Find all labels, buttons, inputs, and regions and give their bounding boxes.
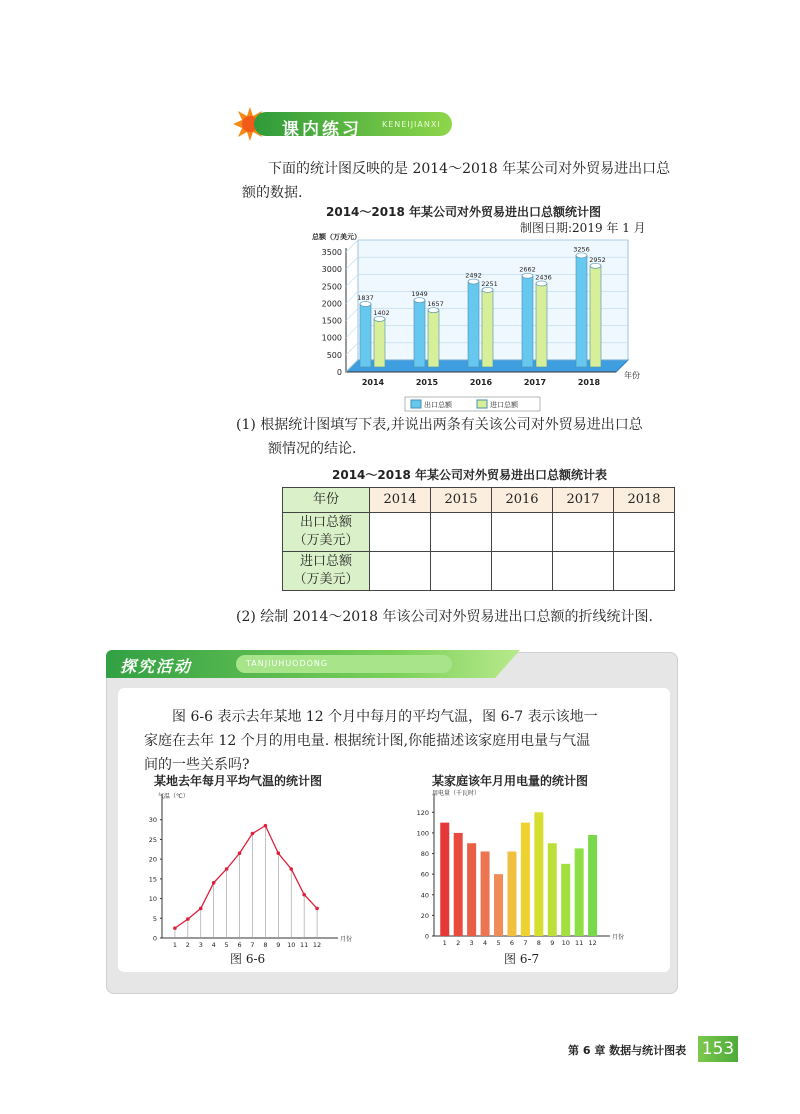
chart1-gridline-side bbox=[346, 240, 358, 252]
chart1-bar bbox=[428, 310, 439, 367]
chart3-x-tick: 8 bbox=[536, 939, 541, 947]
chart3-x-tick: 5 bbox=[496, 939, 501, 947]
chart3-x-tick: 2 bbox=[456, 939, 461, 947]
table-cell[interactable] bbox=[492, 552, 553, 591]
chart2-x-tick: 5 bbox=[224, 941, 229, 949]
chart1-date-note: 制图日期:2019 年 1 月 bbox=[520, 221, 646, 235]
chart1-y-tick: 3500 bbox=[321, 248, 342, 257]
chart1-gridline-side bbox=[346, 326, 358, 338]
chart1-legend-swatch-import bbox=[477, 400, 487, 408]
chart2-point bbox=[277, 851, 281, 855]
table-year-2016: 2016 bbox=[492, 488, 553, 513]
chart3-y-tick: 40 bbox=[420, 891, 429, 900]
activity-subtitle: TANJIUHUODONG bbox=[236, 655, 452, 673]
footer bbox=[560, 1036, 800, 1062]
chart1-bar-top bbox=[360, 302, 371, 307]
chart3-bar bbox=[561, 864, 570, 936]
question2: (2) 绘制 2014～2018 年该公司对外贸易进出口总额的折线统计图. bbox=[236, 609, 653, 625]
chart2-y-tick: 0 bbox=[152, 934, 157, 943]
activity-line-1: 图 6-6 表示去年某地 12 个月中每月的平均气温，图 6-7 表示该地一 bbox=[172, 709, 598, 725]
chart1-bar bbox=[468, 282, 479, 367]
chart2-y-tick: 20 bbox=[148, 855, 157, 864]
table-cell[interactable] bbox=[431, 552, 492, 591]
chart2-y-tick: 15 bbox=[148, 875, 157, 884]
table-title: 2014～2018 年某公司对外贸易进出口总额统计表 bbox=[332, 468, 607, 482]
chart3-caption: 图 6-7 bbox=[504, 952, 540, 966]
chart3-x-tick: 11 bbox=[575, 939, 584, 947]
table-cell[interactable] bbox=[370, 513, 431, 552]
chart1-bar bbox=[374, 319, 385, 367]
chart2-point bbox=[199, 907, 203, 911]
chart2-title: 某地去年每月平均气温的统计图 bbox=[154, 774, 323, 788]
section-title: 课内练习 bbox=[282, 120, 362, 140]
chart1-bar-top bbox=[428, 308, 439, 313]
chart1-bar bbox=[414, 300, 425, 367]
chart3-x-tick: 7 bbox=[523, 939, 528, 947]
table-year-2018: 2018 bbox=[614, 488, 675, 513]
chart1-data-label: 1657 bbox=[427, 300, 444, 309]
chart1-data-label: 1949 bbox=[411, 290, 428, 299]
chart3-bar bbox=[588, 835, 597, 936]
chart2-series-line bbox=[175, 826, 317, 929]
chart3-x-tick: 1 bbox=[442, 939, 447, 947]
chart1-x-tick: 2014 bbox=[361, 378, 385, 387]
chart3-x-tick: 10 bbox=[561, 939, 570, 947]
chart1-bar-top bbox=[374, 316, 385, 321]
chart1-y-tick: 2000 bbox=[321, 299, 342, 309]
row-label-export: 出口总额 （万美元） bbox=[283, 513, 370, 552]
chart2-point bbox=[264, 824, 268, 828]
chart3-bar bbox=[521, 823, 530, 936]
intro-line-2: 额的数据. bbox=[242, 185, 303, 201]
chart2-point bbox=[251, 832, 255, 836]
chart1-bar-top bbox=[576, 253, 587, 258]
chart1-bar bbox=[536, 283, 547, 367]
chart1-legend-export: 出口总额 bbox=[424, 401, 452, 409]
chart1-bar-top bbox=[482, 287, 493, 292]
chart1-x-tick: 2017 bbox=[523, 378, 547, 387]
chart2-x-tick: 6 bbox=[237, 941, 242, 949]
electricity-bar-chart bbox=[410, 788, 632, 950]
chart1-gridline-side bbox=[346, 343, 358, 355]
chart3-x-tick: 3 bbox=[469, 939, 474, 947]
chart1-bar-top bbox=[414, 298, 425, 303]
chart1-bar bbox=[482, 290, 493, 367]
chart2-point bbox=[238, 851, 242, 855]
table-cell[interactable] bbox=[614, 513, 675, 552]
table-year-2017: 2017 bbox=[553, 488, 614, 513]
chart2-point bbox=[186, 917, 190, 921]
chart2-x-tick: 1 bbox=[172, 941, 177, 949]
chart1-gridline-side bbox=[346, 291, 358, 303]
chart1-x-tick: 2016 bbox=[469, 378, 493, 387]
export-import-chart bbox=[310, 230, 640, 415]
activity-title: 探究活动 bbox=[120, 657, 193, 676]
activity-tab bbox=[106, 650, 520, 678]
chart3-x-tick: 9 bbox=[550, 939, 555, 947]
chart3-bar bbox=[534, 812, 543, 936]
chart3-x-label: 月份 bbox=[612, 934, 625, 941]
chart1-bar bbox=[522, 276, 533, 367]
chart2-y-tick: 30 bbox=[148, 816, 157, 825]
stats-table bbox=[282, 487, 675, 591]
chart2-point bbox=[289, 867, 293, 871]
chart2-y-tick: 5 bbox=[152, 914, 157, 923]
chart1-x-label: 年份 bbox=[624, 371, 640, 380]
chart3-bar bbox=[548, 843, 557, 936]
chart1-data-label: 1402 bbox=[373, 308, 390, 317]
intro-line-1: 下面的统计图反映的是 2014～2018 年某公司对外贸易进出口总 bbox=[268, 161, 671, 177]
chart3-x-tick: 4 bbox=[483, 939, 488, 947]
chart2-x-tick: 2 bbox=[185, 941, 190, 949]
chart1-y-label: 总额（万美元） bbox=[312, 233, 361, 241]
chart3-bar bbox=[507, 851, 516, 936]
chart2-x-tick: 7 bbox=[250, 941, 255, 949]
row-label-import: 进口总额 （万美元） bbox=[283, 552, 370, 591]
chart1-legend-import: 进口总额 bbox=[490, 401, 518, 409]
table-year-2015: 2015 bbox=[431, 488, 492, 513]
question1-line-1: (1) 根据统计图填写下表,并说出两条有关该公司对外贸易进出口总 bbox=[236, 417, 643, 433]
chart1-bar bbox=[360, 304, 371, 367]
chart1-data-label: 2492 bbox=[465, 271, 482, 280]
chart3-x-tick: 6 bbox=[509, 939, 515, 947]
chart1-bar-top bbox=[536, 281, 547, 286]
table-cell[interactable] bbox=[370, 552, 431, 591]
chart2-x-tick: 11 bbox=[300, 941, 309, 949]
chart2-caption: 图 6-6 bbox=[230, 952, 266, 966]
chart2-x-tick: 3 bbox=[198, 941, 203, 949]
chart2-point bbox=[302, 893, 306, 897]
chart3-y-tick: 60 bbox=[420, 870, 429, 879]
table-cell[interactable] bbox=[492, 513, 553, 552]
table-header-row bbox=[283, 488, 675, 513]
chart2-x-tick: 8 bbox=[263, 941, 268, 949]
chart1-title: 2014～2018 年某公司对外贸易进出口总额统计图 bbox=[326, 205, 601, 219]
chart1-data-label: 2952 bbox=[589, 255, 606, 264]
chart1-y-tick: 1000 bbox=[321, 333, 342, 343]
table-year-2014: 2014 bbox=[370, 488, 431, 513]
activity-line-3: 间的一些关系吗? bbox=[144, 757, 250, 773]
chart2-x-tick: 4 bbox=[211, 941, 216, 949]
chart3-y-tick: 120 bbox=[416, 808, 429, 817]
chart3-y-tick: 20 bbox=[420, 911, 429, 920]
chart3-bar bbox=[467, 843, 476, 936]
table-cell[interactable] bbox=[431, 513, 492, 552]
chart3-y-tick: 80 bbox=[420, 850, 429, 859]
temperature-line-chart bbox=[138, 788, 360, 950]
chart3-x-tick: 12 bbox=[588, 939, 597, 947]
table-cell[interactable] bbox=[553, 552, 614, 591]
chart1-gridline-side bbox=[346, 257, 358, 269]
chart1-bar-top bbox=[468, 279, 479, 284]
chart2-x-label: 月份 bbox=[340, 936, 353, 943]
chart3-y-tick: 0 bbox=[424, 932, 429, 941]
footer-chapter: 第 6 章 数据与统计图表 bbox=[568, 1044, 687, 1057]
chart1-gridline-side bbox=[346, 309, 358, 321]
chart1-data-label: 1837 bbox=[357, 294, 374, 303]
chart1-y-tick: 0 bbox=[336, 368, 342, 377]
chart3-bar bbox=[481, 851, 490, 936]
chart1-data-label: 2662 bbox=[519, 265, 536, 274]
chart3-bar bbox=[494, 874, 503, 936]
chart2-x-tick: 10 bbox=[287, 941, 296, 949]
chart2-y-tick: 10 bbox=[148, 895, 157, 904]
chart1-data-label: 2251 bbox=[481, 279, 498, 288]
chart1-x-tick: 2018 bbox=[577, 378, 601, 387]
table-cell[interactable] bbox=[614, 552, 675, 591]
section-subtitle: KENEIJIANXI bbox=[382, 120, 441, 129]
chart3-y-tick: 100 bbox=[416, 829, 429, 838]
table-cell[interactable] bbox=[553, 513, 614, 552]
table-header-year: 年份 bbox=[283, 488, 370, 513]
chart2-x-tick: 12 bbox=[312, 941, 322, 949]
chart2-point bbox=[315, 907, 319, 911]
chart3-y-label: 用电量（千瓦时） bbox=[432, 790, 481, 797]
chart2-x-tick: 9 bbox=[276, 941, 281, 949]
chart1-bar-top bbox=[522, 273, 533, 278]
activity-line-2: 家庭在去年 12 个月的用电量. 根据统计图,你能描述该家庭用电量与气温 bbox=[144, 733, 591, 749]
chart1-bar-top bbox=[590, 263, 601, 268]
chart1-y-tick: 500 bbox=[326, 350, 342, 360]
chart1-data-label: 3256 bbox=[573, 245, 590, 254]
chart2-y-label: 气温（℃） bbox=[158, 793, 189, 800]
chart2-point bbox=[173, 926, 177, 930]
chart3-bar bbox=[454, 833, 463, 936]
chart1-legend-swatch-export bbox=[411, 400, 421, 408]
page-number: 153 bbox=[698, 1036, 738, 1062]
chart1-bar bbox=[576, 255, 587, 367]
chart3-bar bbox=[575, 848, 584, 936]
question1-line-2: 额情况的结论. bbox=[268, 441, 357, 457]
chart1-data-label: 2436 bbox=[535, 273, 552, 282]
chart1-y-tick: 2500 bbox=[321, 282, 342, 292]
chart1-bar bbox=[590, 266, 601, 367]
section-banner bbox=[232, 106, 454, 140]
chart1-x-tick: 2015 bbox=[415, 378, 439, 387]
chart3-bar bbox=[440, 823, 449, 936]
chart1-y-tick: 1500 bbox=[321, 316, 342, 326]
table-row-export bbox=[283, 513, 675, 552]
chart1-gridline-side bbox=[346, 274, 358, 286]
chart2-point bbox=[212, 881, 216, 885]
chart3-title: 某家庭该年月用电量的统计图 bbox=[432, 774, 589, 788]
chart1-y-tick: 3000 bbox=[321, 265, 342, 275]
chart2-point bbox=[225, 867, 229, 871]
table-row-import bbox=[283, 552, 675, 591]
chart2-y-tick: 25 bbox=[148, 835, 157, 844]
